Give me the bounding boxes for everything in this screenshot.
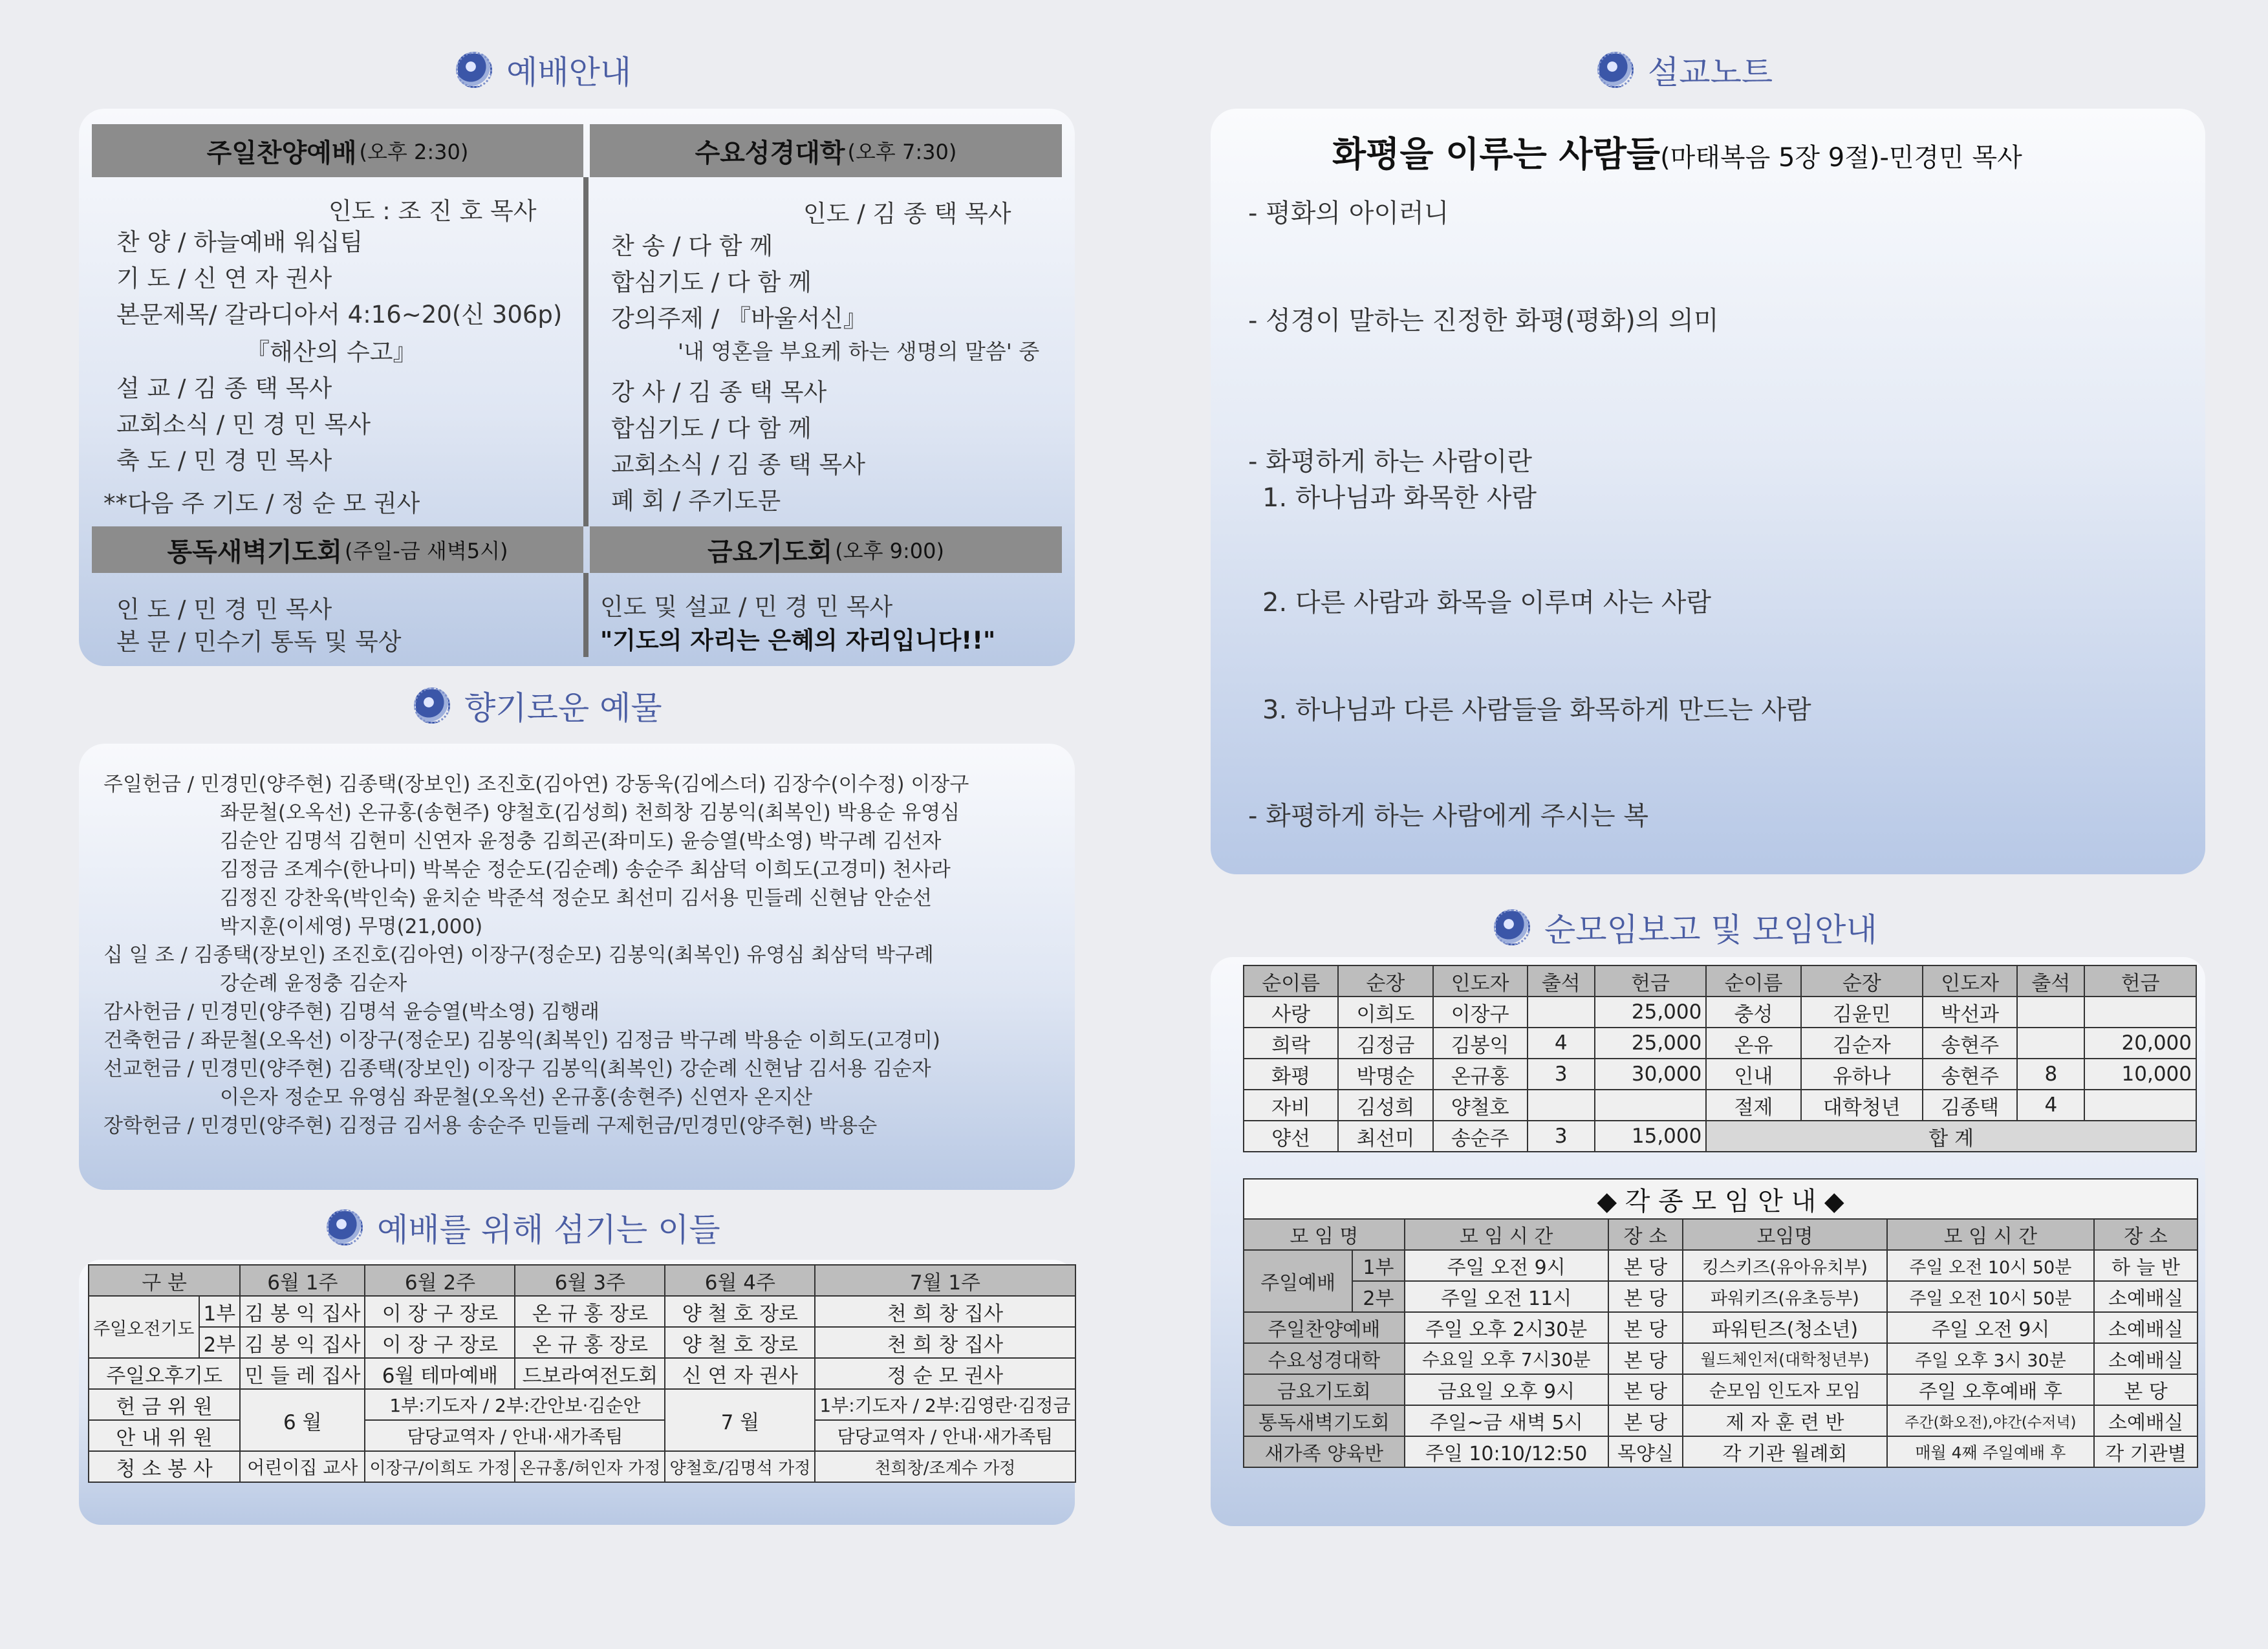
table-row: 2부 주일 오전 11시 본 당 파워키즈(유초등부) 주일 오전 10시 50분 소예배실 bbox=[1244, 1281, 2198, 1312]
worship-section-title: 예배안내 bbox=[456, 47, 631, 93]
table-row: 주일찬양예배 주일 오후 2시30분 본 당 파워틴즈(청소년) 주일 오전 9시 소예배실 bbox=[1244, 1312, 2198, 1343]
table-row: 주일오후기도 민 들 레 집사 6월 테마예배 드보라여전도회 신 연 자 권사 정 순 모 권사 bbox=[89, 1358, 1075, 1389]
offering-line: 강순례 윤정충 김순자 bbox=[220, 972, 407, 995]
offering-line: 십 일 조 / 김종택(장보인) 조진호(김아연) 이장구(정순모) 김봉익(최복인) 유영심 최삼덕 박구례 bbox=[103, 943, 934, 967]
friday-leader: 인도 및 설교 / 민 경 민 목사 bbox=[600, 593, 893, 621]
table-row: 새가족 양육반 주일 10:10/12:50 목양실 각 기관 월례회 매월 4째 주일예배 후 각 기관별 bbox=[1244, 1436, 2198, 1467]
table-row: 안 내 위 원 담당교역자 / 안내·새가족팀 담당교역자 / 안내·새가족팀 bbox=[89, 1420, 1075, 1451]
dawn-prayer-header: 통독새벽기도회 (주일-금 새벽5시) bbox=[92, 526, 583, 573]
offering-line: 건축헌금 / 좌문철(오옥선) 이장구(정순모) 김봉익(최복인) 김정금 박구례 박용순 이희도(고경미) bbox=[103, 1029, 941, 1052]
sermon-point: - 화평하게 하는 사람에게 주시는 복 bbox=[1248, 801, 1648, 831]
church-logo-icon bbox=[327, 1209, 363, 1245]
sunday-preacher: 설 교 / 김 종 택 목사 bbox=[116, 374, 332, 402]
offering-line: 감사헌금 / 민경민(양주현) 김명석 윤승열(박소영) 김행래 bbox=[103, 1000, 599, 1024]
sunday-benediction: 축 도 / 민 경 민 목사 bbox=[116, 447, 332, 475]
offering-line: 김정진 강찬욱(박인숙) 윤치순 박준석 정순모 최선미 김서용 민들레 신현남 안순선 bbox=[220, 887, 933, 910]
table-row: 순이름 순장 인도자 출석 헌금 순이름 순장 인도자 출석 헌금 bbox=[1244, 965, 2196, 997]
wednesday-prayer: 합심기도 / 다 함 께 bbox=[611, 268, 812, 296]
sermon-point: - 성경이 말하는 진정한 화평(평화)의 의미 bbox=[1248, 306, 1719, 336]
groups-section-title: 순모임보고 및 모임안내 bbox=[1494, 904, 1877, 951]
offering-line: 선교헌금 / 민경민(양주현) 김종택(장보인) 이장구 김봉익(최복인) 강순례 신현남 김서용 김순자 bbox=[103, 1057, 931, 1081]
sunday-next-prayer: **다음 주 기도 / 정 순 모 권사 bbox=[103, 490, 420, 517]
friday-prayer-header: 금요기도회 (오후 9:00) bbox=[590, 526, 1062, 573]
friday-motto: "기도의 자리는 은혜의 자리입니다!!" bbox=[600, 627, 996, 654]
sunday-scripture: 본문제목/ 갈라디아서 4:16~20(신 306p) bbox=[116, 301, 563, 329]
offering-section-title: 향기로운 예물 bbox=[414, 682, 662, 729]
offering-line: 좌문철(오옥선) 온규홍(송현주) 양철호(김성희) 천희창 김봉익(최복인) 박용순 유영심 bbox=[220, 801, 960, 824]
sermon-point: 1. 하나님과 화목한 사람 bbox=[1262, 483, 1537, 513]
meetings-title-bar: ◆ 각 종 모 임 안 내 ◆ bbox=[1243, 1178, 2198, 1220]
groups-table bbox=[1243, 965, 2197, 1152]
dawn-text: 본 문 / 민수기 통독 및 묵상 bbox=[116, 628, 402, 656]
table-row: 2부 김 봉 익 집사 이 장 구 장로 온 규 홍 장로 양 철 호 장로 천 희 창 집사 bbox=[89, 1327, 1075, 1358]
divider bbox=[583, 177, 589, 526]
table-row: 주일예배 1부 주일 오전 9시 본 당 킹스키즈(유아유치부) 주일 오전 10시 50분 하 늘 반 bbox=[1244, 1250, 2198, 1281]
wednesday-news: 교회소식 / 김 종 택 목사 bbox=[611, 451, 865, 479]
sermon-point: 3. 하나님과 다른 사람들을 화목하게 만드는 사람 bbox=[1262, 695, 1811, 725]
wednesday-hymn: 찬 송 / 다 함 께 bbox=[611, 232, 773, 260]
table-row: 수요성경대학 수요일 오후 7시30분 본 당 월드체인저(대학청년부) 주일 오후 3시 30분 소예배실 bbox=[1244, 1343, 2198, 1374]
sermon-point: - 평화의 아이러니 bbox=[1248, 199, 1449, 228]
church-logo-icon bbox=[414, 687, 450, 724]
sermon-section-title: 설교노트 bbox=[1597, 47, 1773, 93]
table-row: 헌 금 위 원 6 월 1부:기도자 / 2부:간안보·김순안 7 월 1부:기도자 / 2부:김영란·김정금 bbox=[89, 1389, 1075, 1420]
table-row: 모 임 명 모 임 시 간 장 소 모임명 모 임 시 간 장 소 bbox=[1244, 1219, 2198, 1250]
dawn-leader: 인 도 / 민 경 민 목사 bbox=[116, 596, 332, 623]
sermon-point: 2. 다른 사람과 화목을 이루며 사는 사람 bbox=[1262, 588, 1712, 618]
divider bbox=[583, 573, 589, 657]
church-logo-icon bbox=[1494, 909, 1530, 945]
wednesday-worship-header: 수요성경대학 (오후 7:30) bbox=[590, 124, 1062, 177]
table-row: 청 소 봉 사 어린이집 교사 이장구/이희도 가정 온규홍/허인자 가정 양철호/김명석 가정 천희창/조계수 가정 bbox=[89, 1451, 1075, 1482]
sermon-point: - 화평하게 하는 사람이란 bbox=[1248, 447, 1532, 477]
sunday-sermon-title: 『해산의 수고』 bbox=[246, 338, 417, 366]
wednesday-subtopic: '내 영혼을 부요케 하는 생명의 말씀' 중 bbox=[678, 339, 1040, 364]
offering-line: 김정금 조계수(한나미) 박복순 정순도(김순례) 송순주 최삼덕 이희도(고경미) 천사라 bbox=[220, 858, 951, 881]
total-label: 합 계 bbox=[1706, 1121, 2196, 1152]
wednesday-closing: 폐 회 / 주기도문 bbox=[611, 487, 781, 515]
wednesday-prayer2: 합심기도 / 다 함 께 bbox=[611, 415, 812, 442]
sunday-news: 교회소식 / 민 경 민 목사 bbox=[116, 411, 371, 438]
table-row: 통독새벽기도회 주일~금 새벽 5시 본 당 제 자 훈 련 반 주간(화오전),야간(수저녁) 소예배실 bbox=[1244, 1405, 2198, 1436]
table-row: 자비 김성희 양철호 절제 대학청년 김종택 4 bbox=[1244, 1090, 2196, 1121]
wednesday-leader: 인도 / 김 종 택 목사 bbox=[803, 200, 1011, 228]
sunday-leader: 인도 : 조 진 호 목사 bbox=[329, 197, 537, 225]
offering-line: 장학헌금 / 민경민(양주현) 김정금 김서용 송순주 민들레 구제헌금/민경민(양주현) 박용순 bbox=[103, 1114, 878, 1137]
offering-line: 박지훈(이세영) 무명(21,000) bbox=[220, 915, 483, 938]
servants-section-title: 예배를 위해 섬기는 이들 bbox=[327, 1204, 720, 1251]
offering-line: 주일헌금 / 민경민(양주현) 김종택(장보인) 조진호(김아연) 강동욱(김에스더) 김장수(이수정) 이장구 bbox=[103, 773, 969, 796]
sunday-prayer: 기 도 / 신 연 자 권사 bbox=[116, 264, 332, 292]
sunday-worship-header: 주일찬양예배 (오후 2:30) bbox=[92, 124, 583, 177]
sermon-heading: 화평을 이루는 사람들(마태복음 5장 9절)-민경민 목사 bbox=[1332, 134, 2022, 175]
church-logo-icon bbox=[1597, 52, 1634, 88]
table-row: 구 분 6월 1주 6월 2주 6월 3주 6월 4주 7월 1주 bbox=[89, 1265, 1075, 1296]
table-row: 주일오전기도 1부 김 봉 익 집사 이 장 구 장로 온 규 홍 장로 양 철 호 장로 천 희 창 집사 bbox=[89, 1296, 1075, 1327]
wednesday-lecturer: 강 사 / 김 종 택 목사 bbox=[611, 378, 827, 406]
table-row: 희락 김정금 김봉익 4 25,000 온유 김순자 송현주 20,000 bbox=[1244, 1028, 2196, 1059]
sunday-praise: 찬 양 / 하늘예배 워십팀 bbox=[116, 228, 363, 256]
wednesday-topic: 강의주제 / 『바울서신』 bbox=[611, 305, 867, 332]
offering-line: 이은자 정순모 유영심 좌문철(오옥선) 온규홍(송현주) 신연자 온지산 bbox=[220, 1086, 813, 1109]
offering-line: 김순안 김명석 김현미 신연자 윤정충 김희곤(좌미도) 윤승열(박소영) 박구례 김선자 bbox=[220, 830, 942, 853]
church-logo-icon bbox=[456, 52, 492, 88]
table-row: 양선 최선미 송순주 3 15,000 합 계 bbox=[1244, 1121, 2196, 1152]
table-row: 사랑 이희도 이장구 25,000 충성 김윤민 박선과 bbox=[1244, 997, 2196, 1028]
table-row: 금요기도회 금요일 오후 9시 본 당 순모임 인도자 모임 주일 오후예배 후 본 당 bbox=[1244, 1374, 2198, 1405]
table-row: 화평 박명순 온규홍 3 30,000 인내 유하나 송현주 8 10,000 bbox=[1244, 1059, 2196, 1090]
servants-table bbox=[88, 1264, 1076, 1483]
meetings-table bbox=[1243, 1218, 2198, 1468]
